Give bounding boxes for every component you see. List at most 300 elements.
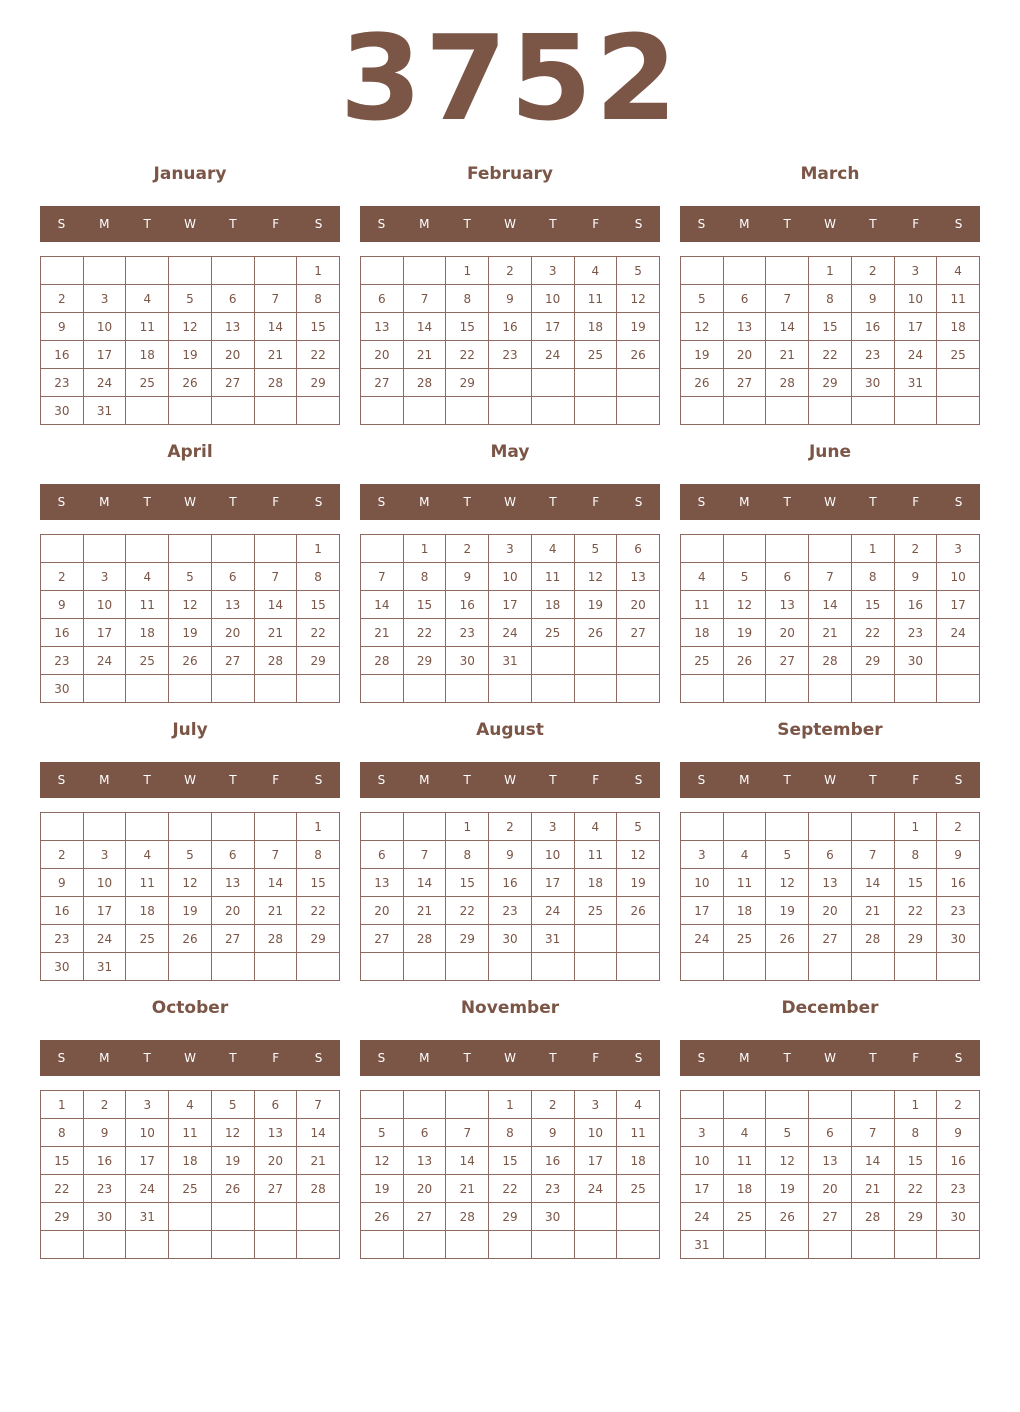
day-cell xyxy=(574,1231,617,1259)
day-cell: 2 xyxy=(41,563,84,591)
day-cell: 30 xyxy=(41,953,84,981)
day-cell: 1 xyxy=(297,813,340,841)
weekday-label: T xyxy=(549,1051,557,1065)
day-cell xyxy=(169,397,212,425)
day-cell: 23 xyxy=(937,1175,980,1203)
weekday-label: F xyxy=(272,1051,280,1065)
weekday-header xyxy=(360,1040,660,1076)
day-cell: 17 xyxy=(531,869,574,897)
day-cell: 21 xyxy=(361,619,404,647)
day-cell: 5 xyxy=(766,1119,809,1147)
day-cell: 25 xyxy=(723,925,766,953)
day-cell xyxy=(403,813,446,841)
day-cell xyxy=(809,397,852,425)
day-grid xyxy=(40,812,340,981)
weekday-label: T xyxy=(869,217,877,231)
day-cell xyxy=(211,953,254,981)
day-cell: 12 xyxy=(574,563,617,591)
day-cell xyxy=(169,257,212,285)
week-row xyxy=(41,313,340,341)
day-cell: 15 xyxy=(489,1147,532,1175)
day-cell xyxy=(403,1231,446,1259)
week-row xyxy=(41,869,340,897)
day-cell xyxy=(681,813,724,841)
day-cell xyxy=(297,1203,340,1231)
weekday-header xyxy=(680,206,980,242)
day-cell: 27 xyxy=(254,1175,297,1203)
day-cell: 1 xyxy=(851,535,894,563)
weekday-header xyxy=(40,762,340,798)
day-cell xyxy=(254,1231,297,1259)
day-cell: 5 xyxy=(361,1119,404,1147)
day-cell: 28 xyxy=(254,369,297,397)
day-cell: 20 xyxy=(809,1175,852,1203)
weekday-label: M xyxy=(419,773,430,787)
day-cell: 25 xyxy=(723,1203,766,1231)
day-cell xyxy=(126,535,169,563)
day-cell: 21 xyxy=(851,897,894,925)
day-cell: 28 xyxy=(297,1175,340,1203)
day-cell: 13 xyxy=(617,563,660,591)
day-cell: 14 xyxy=(403,869,446,897)
day-cell: 9 xyxy=(489,285,532,313)
day-cell xyxy=(489,675,532,703)
day-cell xyxy=(169,813,212,841)
week-row xyxy=(41,953,340,981)
day-cell: 8 xyxy=(894,1119,937,1147)
day-cell: 24 xyxy=(681,925,724,953)
week-row xyxy=(361,925,660,953)
day-cell xyxy=(211,1203,254,1231)
day-cell: 28 xyxy=(403,369,446,397)
day-cell xyxy=(169,675,212,703)
day-cell xyxy=(211,257,254,285)
week-row xyxy=(361,397,660,425)
day-cell xyxy=(723,953,766,981)
day-cell: 14 xyxy=(254,869,297,897)
day-cell xyxy=(211,535,254,563)
day-grid xyxy=(360,1090,660,1259)
day-cell xyxy=(809,1091,852,1119)
day-cell: 27 xyxy=(361,925,404,953)
month-title: April xyxy=(167,442,213,462)
day-cell: 13 xyxy=(211,591,254,619)
weekday-label: W xyxy=(504,1051,516,1065)
day-cell: 25 xyxy=(169,1175,212,1203)
weekday-label: T xyxy=(783,1051,791,1065)
day-cell: 3 xyxy=(126,1091,169,1119)
day-cell: 21 xyxy=(254,341,297,369)
weekday-label: F xyxy=(272,773,280,787)
day-cell: 4 xyxy=(723,841,766,869)
day-cell: 24 xyxy=(574,1175,617,1203)
weekday-label: M xyxy=(739,1051,750,1065)
day-cell: 26 xyxy=(766,1203,809,1231)
day-grid xyxy=(360,534,660,703)
weekday-label: S xyxy=(634,495,643,509)
day-cell: 6 xyxy=(809,1119,852,1147)
day-cell: 23 xyxy=(83,1175,126,1203)
day-grid xyxy=(360,812,660,981)
day-cell: 11 xyxy=(723,1147,766,1175)
day-cell: 28 xyxy=(851,1203,894,1231)
weekday-label: W xyxy=(184,217,196,231)
weekday-header xyxy=(40,1040,340,1076)
day-cell: 1 xyxy=(41,1091,84,1119)
week-row xyxy=(361,1119,660,1147)
day-cell xyxy=(681,953,724,981)
day-cell xyxy=(489,397,532,425)
day-cell: 11 xyxy=(126,591,169,619)
day-cell: 15 xyxy=(894,1147,937,1175)
day-cell: 9 xyxy=(937,1119,980,1147)
day-grid xyxy=(40,1090,340,1259)
day-cell: 1 xyxy=(894,813,937,841)
day-cell: 11 xyxy=(574,841,617,869)
day-cell: 20 xyxy=(723,341,766,369)
day-cell xyxy=(894,675,937,703)
weekday-header xyxy=(360,206,660,242)
week-row xyxy=(681,313,980,341)
week-row xyxy=(681,869,980,897)
weekday-label: T xyxy=(463,495,471,509)
day-cell: 16 xyxy=(41,897,84,925)
day-cell: 23 xyxy=(489,897,532,925)
day-cell xyxy=(83,535,126,563)
day-cell: 10 xyxy=(894,285,937,313)
day-cell: 19 xyxy=(766,1175,809,1203)
day-cell: 24 xyxy=(531,341,574,369)
day-cell xyxy=(126,675,169,703)
weekday-label: T xyxy=(143,773,151,787)
day-cell: 16 xyxy=(41,619,84,647)
day-cell xyxy=(83,813,126,841)
day-cell: 10 xyxy=(681,869,724,897)
day-cell: 7 xyxy=(254,841,297,869)
weekday-label: M xyxy=(99,217,110,231)
day-cell: 12 xyxy=(361,1147,404,1175)
week-row xyxy=(41,813,340,841)
day-cell xyxy=(937,1231,980,1259)
day-cell: 6 xyxy=(211,563,254,591)
day-cell: 30 xyxy=(937,1203,980,1231)
weekday-label: M xyxy=(739,495,750,509)
day-cell: 11 xyxy=(574,285,617,313)
day-cell: 23 xyxy=(446,619,489,647)
day-cell xyxy=(766,1231,809,1259)
day-cell: 11 xyxy=(617,1119,660,1147)
day-cell: 29 xyxy=(894,925,937,953)
weekday-label: M xyxy=(99,1051,110,1065)
day-cell: 21 xyxy=(254,897,297,925)
day-cell: 27 xyxy=(211,925,254,953)
day-cell: 10 xyxy=(83,869,126,897)
day-cell xyxy=(211,1231,254,1259)
day-cell: 7 xyxy=(297,1091,340,1119)
week-row xyxy=(681,1147,980,1175)
month-title: October xyxy=(151,998,229,1018)
day-cell: 12 xyxy=(211,1119,254,1147)
day-cell: 10 xyxy=(489,563,532,591)
day-cell: 19 xyxy=(169,619,212,647)
day-cell: 19 xyxy=(617,313,660,341)
day-cell: 24 xyxy=(126,1175,169,1203)
weekday-label: T xyxy=(783,217,791,231)
day-cell: 29 xyxy=(489,1203,532,1231)
day-cell: 3 xyxy=(83,285,126,313)
week-row xyxy=(361,619,660,647)
day-cell: 29 xyxy=(446,369,489,397)
weekday-header xyxy=(680,762,980,798)
week-row xyxy=(361,591,660,619)
day-grid xyxy=(40,534,340,703)
week-row xyxy=(361,285,660,313)
weekday-label: M xyxy=(419,1051,430,1065)
day-cell: 3 xyxy=(894,257,937,285)
day-cell: 4 xyxy=(937,257,980,285)
week-row xyxy=(41,1091,340,1119)
day-cell: 14 xyxy=(851,869,894,897)
day-cell: 12 xyxy=(766,1147,809,1175)
day-cell: 10 xyxy=(83,313,126,341)
week-row xyxy=(41,897,340,925)
day-cell: 2 xyxy=(937,1091,980,1119)
day-cell: 3 xyxy=(83,563,126,591)
weekday-label: F xyxy=(592,1051,600,1065)
day-cell: 26 xyxy=(211,1175,254,1203)
day-cell xyxy=(531,953,574,981)
day-cell: 24 xyxy=(83,647,126,675)
weekday-label: W xyxy=(184,495,196,509)
day-grid xyxy=(680,256,980,425)
day-cell: 15 xyxy=(446,313,489,341)
day-cell xyxy=(681,675,724,703)
day-cell xyxy=(126,257,169,285)
month-title: January xyxy=(153,164,227,184)
day-cell xyxy=(361,1091,404,1119)
day-cell: 26 xyxy=(361,1203,404,1231)
day-cell: 15 xyxy=(297,313,340,341)
day-cell: 4 xyxy=(126,285,169,313)
day-cell xyxy=(574,953,617,981)
day-cell: 5 xyxy=(617,813,660,841)
week-row xyxy=(41,1119,340,1147)
day-cell xyxy=(574,397,617,425)
day-cell: 27 xyxy=(211,369,254,397)
day-cell: 31 xyxy=(681,1231,724,1259)
week-row xyxy=(361,869,660,897)
day-cell: 28 xyxy=(446,1203,489,1231)
week-row xyxy=(681,563,980,591)
week-row xyxy=(681,1091,980,1119)
day-cell: 18 xyxy=(531,591,574,619)
weekday-label: F xyxy=(912,1051,920,1065)
week-row xyxy=(681,369,980,397)
day-cell xyxy=(403,397,446,425)
weekday-label: S xyxy=(954,217,963,231)
day-cell xyxy=(617,397,660,425)
day-cell: 24 xyxy=(83,369,126,397)
day-cell: 5 xyxy=(723,563,766,591)
day-cell: 29 xyxy=(297,369,340,397)
weekday-label: S xyxy=(697,217,706,231)
day-cell: 17 xyxy=(126,1147,169,1175)
day-cell: 20 xyxy=(809,897,852,925)
day-cell xyxy=(723,1091,766,1119)
day-cell: 13 xyxy=(211,313,254,341)
day-cell xyxy=(403,257,446,285)
day-cell: 28 xyxy=(766,369,809,397)
day-cell xyxy=(361,535,404,563)
weekday-label: F xyxy=(592,217,600,231)
day-cell xyxy=(254,1203,297,1231)
day-cell: 15 xyxy=(297,591,340,619)
day-cell xyxy=(41,535,84,563)
week-row xyxy=(41,841,340,869)
day-cell: 21 xyxy=(809,619,852,647)
day-cell: 25 xyxy=(681,647,724,675)
day-cell: 6 xyxy=(617,535,660,563)
day-cell: 12 xyxy=(617,285,660,313)
day-cell xyxy=(254,257,297,285)
day-cell xyxy=(361,675,404,703)
day-cell xyxy=(297,953,340,981)
day-cell: 6 xyxy=(766,563,809,591)
week-row xyxy=(361,813,660,841)
weekday-label: T xyxy=(549,773,557,787)
week-row xyxy=(681,257,980,285)
day-cell: 23 xyxy=(531,1175,574,1203)
day-cell xyxy=(617,647,660,675)
day-cell xyxy=(851,1091,894,1119)
week-row xyxy=(681,1175,980,1203)
day-cell: 23 xyxy=(894,619,937,647)
day-cell: 10 xyxy=(937,563,980,591)
day-cell: 19 xyxy=(169,341,212,369)
weekday-label: T xyxy=(549,217,557,231)
week-row xyxy=(41,1175,340,1203)
day-cell: 7 xyxy=(809,563,852,591)
day-cell: 6 xyxy=(254,1091,297,1119)
week-row xyxy=(361,313,660,341)
day-cell: 30 xyxy=(894,647,937,675)
day-cell xyxy=(723,1231,766,1259)
day-cell: 22 xyxy=(297,897,340,925)
day-cell: 20 xyxy=(211,341,254,369)
weekday-label: T xyxy=(463,773,471,787)
day-cell: 23 xyxy=(41,925,84,953)
day-cell: 4 xyxy=(126,563,169,591)
day-cell: 20 xyxy=(211,619,254,647)
week-row xyxy=(361,647,660,675)
day-grid xyxy=(680,812,980,981)
day-cell: 11 xyxy=(126,313,169,341)
weekday-label: T xyxy=(549,495,557,509)
week-row xyxy=(41,1147,340,1175)
weekday-label: F xyxy=(912,773,920,787)
day-cell: 31 xyxy=(894,369,937,397)
week-row xyxy=(361,1231,660,1259)
weekday-label: S xyxy=(377,495,386,509)
day-cell: 24 xyxy=(83,925,126,953)
weekday-label: T xyxy=(229,495,237,509)
day-cell xyxy=(489,369,532,397)
week-row xyxy=(41,285,340,313)
day-cell xyxy=(937,397,980,425)
day-cell: 19 xyxy=(681,341,724,369)
day-cell: 7 xyxy=(254,285,297,313)
day-cell: 27 xyxy=(617,619,660,647)
day-cell: 26 xyxy=(617,897,660,925)
weekday-label: T xyxy=(869,495,877,509)
day-cell: 16 xyxy=(489,869,532,897)
day-cell: 18 xyxy=(126,341,169,369)
weekday-label: F xyxy=(272,217,280,231)
month-title: December xyxy=(781,998,879,1018)
weekday-label: T xyxy=(783,495,791,509)
weekday-label: T xyxy=(143,1051,151,1065)
day-cell xyxy=(446,1091,489,1119)
weekday-label: T xyxy=(783,773,791,787)
day-cell: 14 xyxy=(403,313,446,341)
weekday-header xyxy=(40,206,340,242)
day-cell: 29 xyxy=(297,647,340,675)
weekday-label: T xyxy=(143,217,151,231)
day-cell: 20 xyxy=(403,1175,446,1203)
day-cell: 2 xyxy=(894,535,937,563)
weekday-label: T xyxy=(869,1051,877,1065)
day-cell xyxy=(723,535,766,563)
day-cell: 1 xyxy=(297,257,340,285)
day-cell: 17 xyxy=(83,619,126,647)
weekday-label: W xyxy=(504,773,516,787)
day-cell xyxy=(809,675,852,703)
day-cell: 18 xyxy=(617,1147,660,1175)
day-grid xyxy=(360,256,660,425)
month-title: August xyxy=(476,720,544,740)
day-cell: 19 xyxy=(169,897,212,925)
day-cell: 16 xyxy=(41,341,84,369)
day-cell: 5 xyxy=(766,841,809,869)
day-cell: 3 xyxy=(937,535,980,563)
day-cell: 1 xyxy=(446,813,489,841)
weekday-label: T xyxy=(143,495,151,509)
day-cell: 13 xyxy=(361,869,404,897)
day-cell: 15 xyxy=(894,869,937,897)
day-cell: 23 xyxy=(851,341,894,369)
weekday-header xyxy=(680,484,980,520)
day-cell: 29 xyxy=(809,369,852,397)
day-cell xyxy=(894,1231,937,1259)
day-cell: 25 xyxy=(574,897,617,925)
weekday-label: S xyxy=(697,773,706,787)
day-cell: 27 xyxy=(723,369,766,397)
day-cell: 17 xyxy=(83,341,126,369)
day-cell: 18 xyxy=(723,897,766,925)
day-cell: 21 xyxy=(403,897,446,925)
day-cell xyxy=(403,675,446,703)
day-cell: 16 xyxy=(894,591,937,619)
weekday-label: S xyxy=(57,1051,66,1065)
day-cell: 9 xyxy=(937,841,980,869)
week-row xyxy=(41,341,340,369)
weekday-label: W xyxy=(504,217,516,231)
day-cell: 28 xyxy=(254,925,297,953)
day-cell: 18 xyxy=(574,313,617,341)
day-cell: 3 xyxy=(83,841,126,869)
day-cell: 20 xyxy=(617,591,660,619)
day-cell xyxy=(254,397,297,425)
